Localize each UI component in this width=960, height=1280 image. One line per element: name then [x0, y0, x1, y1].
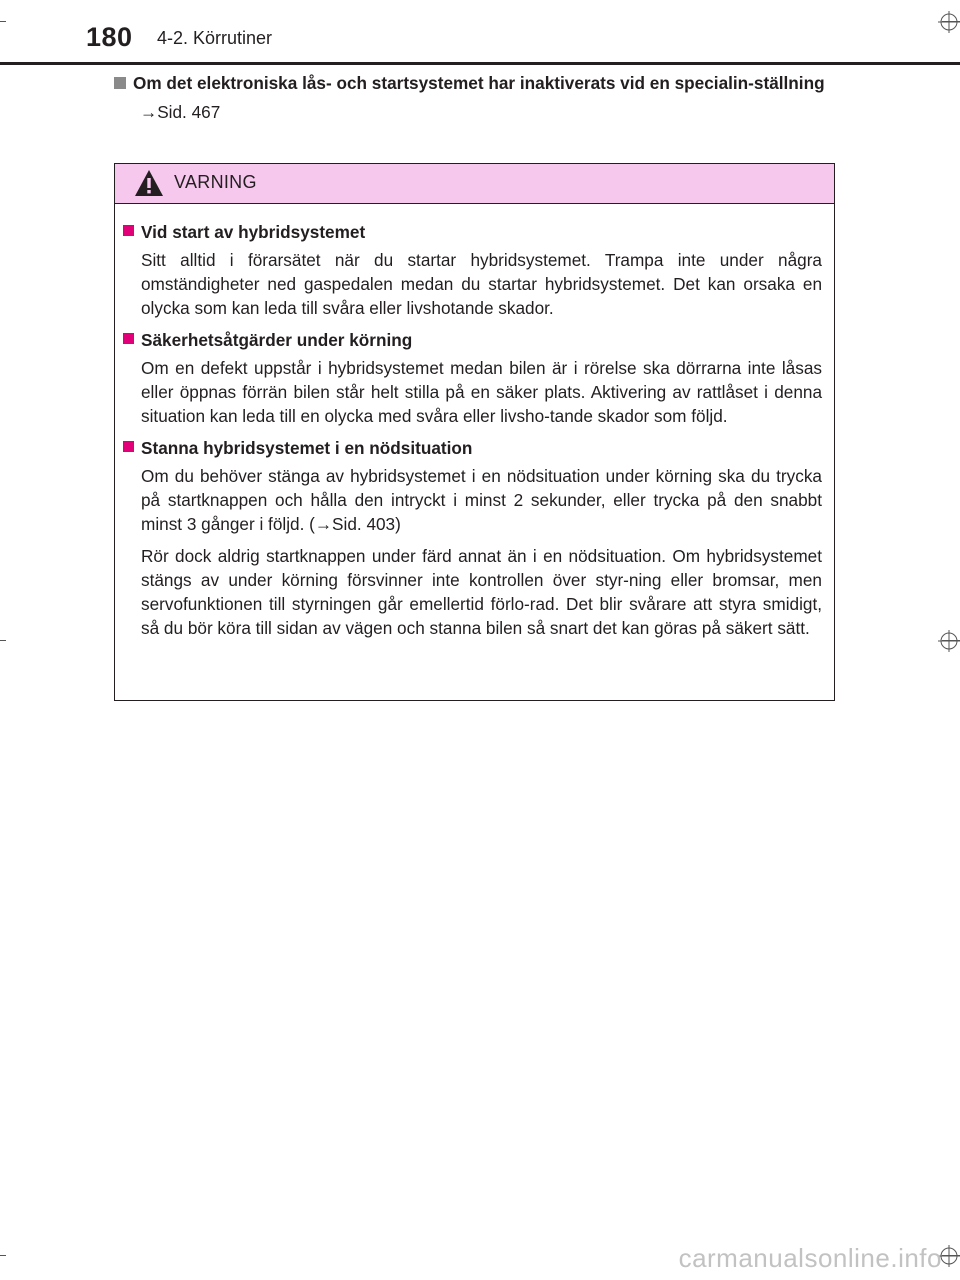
registration-mark-icon: [938, 11, 960, 33]
square-bullet-icon: [123, 225, 134, 236]
warning-item: [123, 220, 822, 320]
page-number: 180: [86, 22, 133, 52]
warning-item: [123, 436, 822, 640]
warning-item-paragraph: Rör dock aldrig startknappen under färd annat än i en nödsituation. Om hybridsystemet stängs av under körning försvinner inte kontrollen över styr-ning eller bromsar, men servofunktionen till styrningen går emellertid förlo-rad. Det blir svårare att styra smidigt, så du bör köra till sidan av vägen och stanna bilen så snart det kan göras på säkert sätt.: [141, 546, 822, 638]
square-bullet-icon: [123, 333, 134, 344]
header-rule: [0, 62, 960, 65]
warning-item-heading: Stanna hybridsystemet i en nödsituation: [141, 438, 473, 458]
square-bullet-icon: [123, 441, 134, 452]
warning-item-paragraph: Om du behöver stänga av hybridsystemet i en nödsituation under körning ska du trycka på startknappen och hålla den intryckt i minst 2 sekunder, eller trycka på den snabbt minst 3 gånger i följd. (→Sid. 403): [141, 466, 822, 534]
warning-item-heading: Säkerhetsåtgärder under körning: [141, 330, 413, 350]
square-bullet-icon: [114, 77, 126, 89]
page-reference-link[interactable]: →Sid. 467: [140, 102, 221, 122]
crop-mark: [0, 640, 6, 641]
warning-body: [115, 204, 834, 640]
crop-mark: [0, 1255, 6, 1256]
warning-item: [123, 328, 822, 428]
note-block: [114, 71, 840, 124]
warning-item-heading: Vid start av hybridsystemet: [141, 222, 366, 242]
watermark: carmanualsonline.info: [678, 1243, 942, 1273]
note-heading-row: [114, 71, 840, 95]
warning-item-paragraph: Om en defekt uppstår i hybridsystemet medan bilen är i rörelse ska dörrarna inte låsas eller öppnas förrän bilen står helt stilla på en säker plats. Aktivering av rattlåset i denna situation kan leda till en olycka med svåra eller livsho-tande skador som följd.: [141, 358, 822, 426]
crop-mark: [0, 21, 6, 22]
registration-mark-icon: [938, 630, 960, 652]
warning-title: VARNING: [174, 172, 257, 192]
warning-item-paragraph: Sitt alltid i förarsätet när du startar hybridsystemet. Trampa inte under några omständigheter ned gaspedalen medan du startar hybridsystemet. Det kan orsaka en olycka som kan leda till svåra eller livshotande skador.: [141, 250, 822, 318]
warning-item-heading-row: [123, 220, 822, 244]
note-heading: Om det elektroniska lås- och startsystemet har inaktiverats vid en specialin-ställning: [133, 73, 825, 93]
warning-item-heading-row: [123, 328, 822, 352]
warning-item-heading-row: [123, 436, 822, 460]
warning-header: [115, 164, 834, 204]
warning-box: [114, 163, 835, 701]
warning-triangle-icon: [134, 169, 164, 197]
section-title: 4-2. Körrutiner: [157, 28, 273, 48]
